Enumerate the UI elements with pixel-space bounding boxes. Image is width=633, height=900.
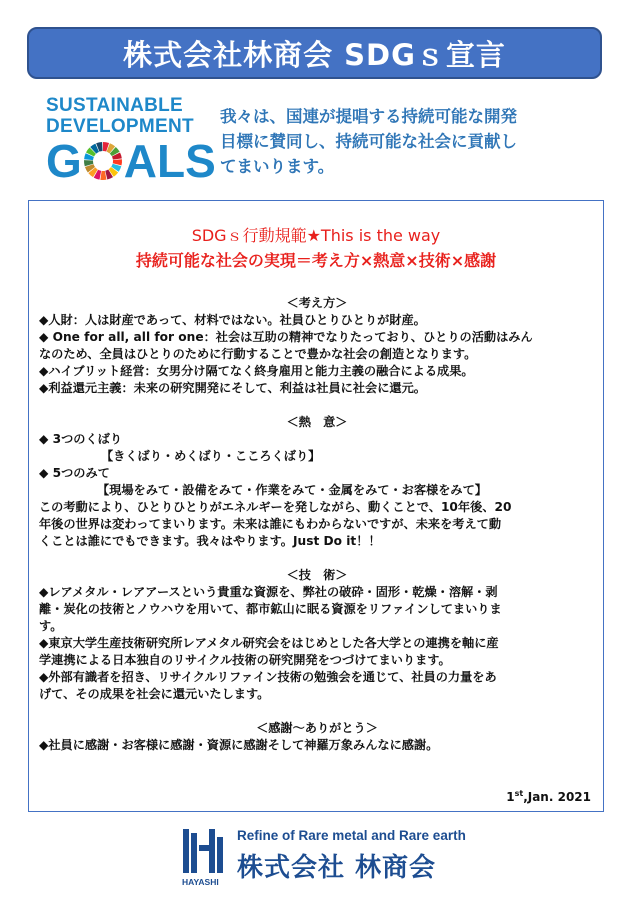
text-line: ◆東京大学生産技術研究所レアメタル研究会をはじめとした各大学との連携を軸に産	[39, 636, 499, 650]
sdg-logo-line1: SUSTAINABLE	[46, 95, 184, 116]
date-suffix: st	[514, 789, 524, 798]
declaration-line: 目標に賛同し、持続可能な社会に貢献し	[220, 132, 517, 151]
declaration-text	[220, 104, 605, 179]
text-line: げて、その成果を社会に還元いたします。	[39, 687, 270, 701]
sdg-goals-word	[46, 137, 216, 185]
date-day: 1	[506, 790, 515, 804]
text-line: ◆ 3つのくばり	[39, 432, 123, 446]
sdg-logo-line2: DEVELOPMENT	[46, 116, 194, 137]
section-title-kansha: ＜感謝～ありがとう＞	[256, 721, 378, 735]
text-line: ◆利益還元主義：未来の研究開発にそして、利益は社員に社会に還元。	[39, 381, 426, 395]
date-rest: ,Jan. 2021	[523, 790, 591, 804]
section-title-netsui: ＜熱 意＞	[286, 415, 348, 429]
section-title-kangaekata: ＜考え方＞	[286, 296, 348, 310]
sdg-logo	[46, 95, 216, 187]
text-line: 【きくばり・めくばり・こころくばり】	[101, 449, 321, 463]
footer-tagline: Refine of Rare metal and Rare earth	[237, 828, 466, 843]
text-line: 学連携による日本独自のリサイクル技術の研究開発をつづけてまいります。	[39, 653, 451, 667]
content-box	[28, 200, 604, 812]
text-line: ◆人財：人は財産であって、材料ではない。社員ひとりひとりが財産。	[39, 313, 426, 327]
text-line: 離・炭化の技術とノウハウを用いて、都市鉱山に眠る資源をリファインしてまいりま	[39, 602, 502, 616]
declaration-line: てまいります。	[220, 157, 335, 176]
text-line: この考動により、ひとりひとりがエネルギーを発しながら、動くことで、10年後、20	[39, 500, 512, 514]
footer-company-name: 株式会社 林商会	[237, 853, 437, 883]
sdg-wheel-segment	[100, 171, 106, 180]
sdg-wheel-icon	[83, 141, 123, 181]
logo-text: HAYASHI	[182, 877, 219, 887]
text-line: ◆ 5つのみて	[39, 466, 110, 480]
section-title-gijutsu: ＜技 術＞	[286, 568, 348, 582]
code-of-conduct-heading: SDGｓ行動規範★This is the way	[191, 226, 441, 245]
text-line: ◆社員に感謝・お客様に感謝・資源に感謝そして神羅万象みんなに感謝。	[39, 738, 439, 752]
text-line: なのため、全員はひとりのために行動することで豊かな社会の創造となります。	[39, 347, 477, 361]
text-line: ◆ One for all, all for one：社会は互助の精神でなりたっており、ひとりの活動はみん	[39, 330, 533, 344]
text-line: くことは誰にでもできます。我々はやります。Just Do it！！	[39, 534, 381, 548]
text-line: ◆レアメタル・レアアースという貴重な資源を、弊社の破砕・固形・乾燥・溶解・剥	[39, 585, 498, 599]
body-text	[39, 295, 595, 754]
page-title: 株式会社林商会 SDGｓ宣言	[123, 37, 506, 72]
formula-heading: 持続可能な社会の実現＝考え方×熱意×技術×感謝	[135, 251, 497, 270]
title-banner	[27, 27, 602, 79]
text-line: ◆ハイブリット経営：女男分け隔てなく終身雇用と能力主義の融合による成果。	[39, 364, 474, 378]
text-line: ◆外部有識者を招き、リサイクルリファイン技術の勉強会を通じて、社員の力量をあ	[39, 670, 497, 684]
date	[506, 789, 591, 804]
text-line: 年後の世界は変わってまいります。未来は誰にもわからないですが、未来を考えて動	[39, 517, 502, 531]
sdg-goals-als: ALS	[123, 135, 216, 187]
text-line: す。	[39, 619, 63, 633]
sdg-goals-g: G	[46, 135, 82, 187]
declaration-line: 我々は、国連が提唱する持続可能な開発	[220, 107, 517, 126]
text-line: 【現場をみて・設備をみて・作業をみて・金属をみて・お客様をみて】	[97, 483, 487, 497]
